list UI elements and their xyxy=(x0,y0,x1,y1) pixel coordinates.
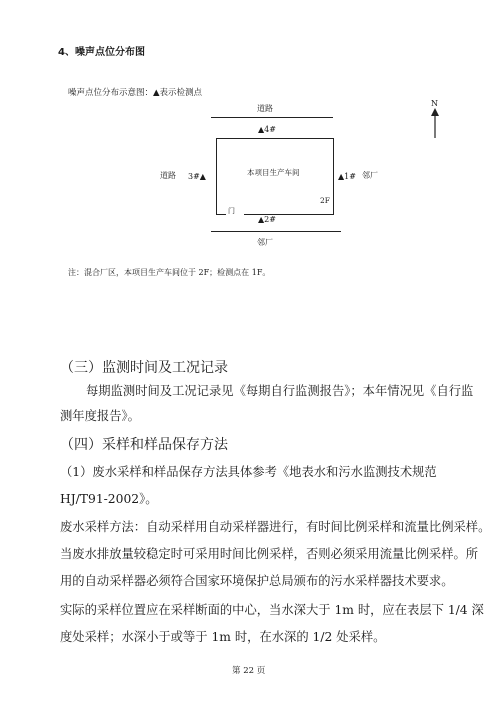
road-top-line xyxy=(211,117,333,118)
road-top-label: 道路 xyxy=(257,104,273,113)
section-4-title: 4、噪声点位分布图 xyxy=(58,47,145,58)
diagram-caption: 噪声点位分布示意图：▲表示检测点 xyxy=(68,88,203,98)
section-3-line-2: 测年度报告》。 xyxy=(60,409,140,423)
floor-label: 2F xyxy=(320,196,330,205)
para3-line-2: 度处采样；水深小于或等于 1m 时，在水深的 1/2 处采样。 xyxy=(60,630,386,644)
para1-line-1: （1）废水采样和样品保存方法具体参考《地表水和污水监测技术规范 xyxy=(60,465,437,479)
para2-line-3: 用的自动采样器必须符合国家环境保护总局颁布的污水采样器技术要求。 xyxy=(60,574,454,588)
point-4: ▲4# xyxy=(258,125,276,134)
diagram-note: 注：混合厂区，本项目生产车间位于 2F；检测点在 1F。 xyxy=(68,268,271,277)
section-3-line-1: 每期监测时间及工况记录见《每期自行监测报告》；本年情况见《自行监 xyxy=(86,384,474,398)
section-4b-title: （四）采样和样品保存方法 xyxy=(60,437,228,453)
page-number: 第 22 页 xyxy=(232,666,266,676)
north-label: N xyxy=(431,99,438,108)
para2-line-1: 废水采样方法：自动采样用自动采样器进行，有时间比例采样和流量比例采样。 xyxy=(60,520,491,534)
point-1: ▲1# xyxy=(338,172,356,181)
neighbor-bottom-label: 邻厂 xyxy=(257,238,273,247)
point-2: ▲2# xyxy=(258,215,276,224)
para1-line-2: HJ/T91-2002》。 xyxy=(60,492,158,506)
north-arrow-icon xyxy=(429,108,441,138)
road-left-label: 道路 xyxy=(160,171,176,180)
workshop-label: 本项目生产车间 xyxy=(247,168,300,177)
point-3: 3#▲ xyxy=(188,172,206,181)
para2-line-2: 当废水排放量较稳定时可采用时间比例采样，否则必须采用流量比例采样。所 xyxy=(60,547,479,561)
road-bottom-line xyxy=(211,231,341,232)
section-3-title: （三）监测时间及工况记录 xyxy=(60,360,228,376)
door-label: 门 xyxy=(228,207,235,215)
para3-line-1: 实际的采样位置应在采样断面的中心，当水深大于 1m 时，应在表层下 1/4 深 xyxy=(60,603,484,617)
neighbor-right-label: 邻厂 xyxy=(362,171,378,180)
